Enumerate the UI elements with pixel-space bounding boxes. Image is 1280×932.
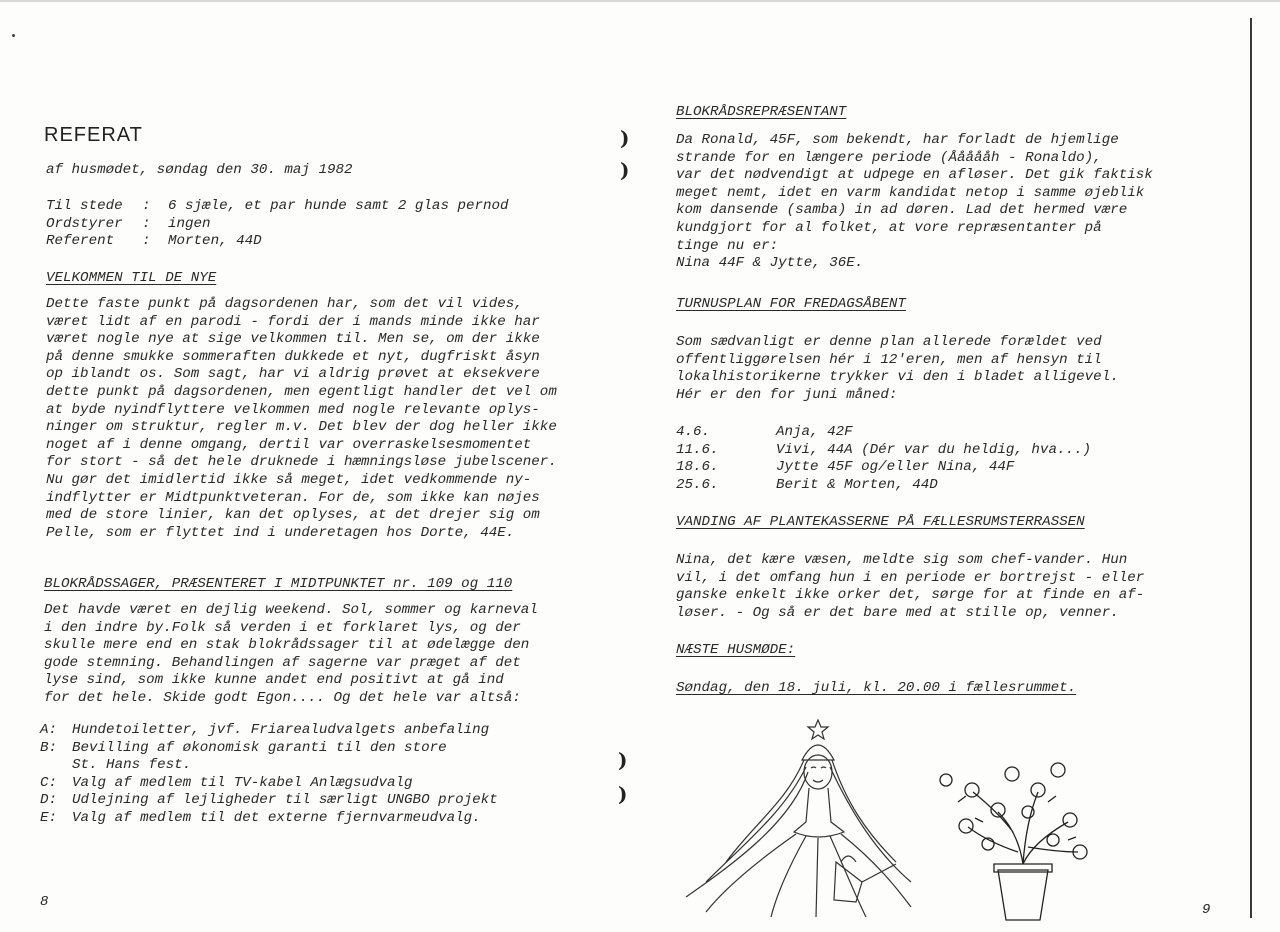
list-item <box>40 810 498 828</box>
text-line: offentliggørelsen hér i 12'eren, men af hensyn til <box>676 351 1102 368</box>
schedule-name: Jytte 45F og/eller Nina, 44F <box>776 459 1015 476</box>
schedule-name: Berit & Morten, 44D <box>776 476 938 493</box>
item-letter <box>40 757 72 775</box>
text-line: kom dansende (samba) in ad døren. Lad det hermed være <box>676 202 1128 219</box>
text-line: skulle mere end en stak blokrådssager til at ødelægge den <box>44 637 530 654</box>
velkommen-heading: VELKOMMEN TIL DE NYE <box>46 270 217 286</box>
schedule-row <box>676 459 1091 477</box>
list-item <box>40 775 498 793</box>
schedule-date: 4.6. <box>676 424 711 440</box>
attendance-colon: : <box>142 198 151 214</box>
schedule-table <box>676 424 1091 494</box>
schedule-date: 18.6. <box>676 459 719 476</box>
schedule-row <box>676 477 1091 495</box>
attendance-colon: : <box>142 233 151 250</box>
attendance-label: Til stede <box>46 198 123 214</box>
text-line: Nina, det kære væsen, meldte sig som chef-vander. Hun <box>676 552 1128 568</box>
vanding-body <box>676 552 1144 622</box>
attendance-row <box>46 216 509 234</box>
turnusplan-body <box>676 334 1119 404</box>
schedule-name: Anja, 42F <box>776 424 853 440</box>
text-line: løser. - Og så er det bare med at stille op, venner. <box>676 604 1119 621</box>
right-page <box>640 0 1280 932</box>
text-line: for det hele. Skide godt Egon.... Og det hele var altså: <box>44 689 521 706</box>
repraesentant-body <box>676 132 1153 273</box>
attendance-label: Referent <box>46 233 115 250</box>
list-item <box>40 757 498 775</box>
page-number-right: 9 <box>1202 902 1211 918</box>
blokraadssager-heading: BLOKRÅDSSAGER, PRÆSENTERET I MIDTPUNKTET nr. 109 og 110 <box>44 576 513 592</box>
text-line: var det nødvendigt at udpege en afløser. Det gik faktisk <box>676 167 1153 184</box>
text-line: op iblandt os. Som sagt, har vi aldrig prøvet at eksekvere <box>46 366 540 383</box>
text-line: Dette faste punkt på dagsordenen har, som det vil vides, <box>46 296 523 312</box>
text-line: Pelle, som er flyttet ind i underetagen hos Dorte, 44E. <box>46 524 515 541</box>
item-text: Valg af medlem til det externe fjernvarmeudvalg. <box>72 809 481 826</box>
blokraadssager-body <box>44 602 538 708</box>
binding-mark-icon: ) <box>620 126 630 150</box>
list-item <box>40 722 498 740</box>
schedule-name: Vivi, 44A (Dér var du heldig, hva...) <box>776 441 1092 458</box>
velkommen-body <box>46 296 557 542</box>
attendance-value: 6 sjæle, et par hunde samt 2 glas pernod <box>168 198 509 214</box>
text-line: strande for en længere periode (Åååååh - Ronaldo), <box>676 149 1102 166</box>
binding-mark-icon: ) <box>618 748 628 772</box>
text-line: ninger om struktur, regler m.v. Det blev der dog heller ikke <box>46 419 557 436</box>
text-line: for stort - så det hele druknede i hæmningsløse jubelscener. <box>46 454 557 471</box>
text-line: ganske enkelt ikke orker det, sørge for at finde en af- <box>676 587 1145 604</box>
text-line: tinge nu er: <box>676 237 779 254</box>
text-line: meget nemt, idet en varm kandidat netop i samme øjeblik <box>676 184 1145 201</box>
schedule-date: 11.6. <box>676 441 719 458</box>
item-letter: E: <box>40 809 58 826</box>
attendance-value: Morten, 44D <box>168 233 262 250</box>
text-line: Hér er den for juni måned: <box>676 386 898 403</box>
text-line: lokalhistorikerne trykker vi den i bladet alligevel. <box>676 369 1119 386</box>
item-letter: B: <box>40 739 58 756</box>
subtitle: af husmødet, søndag den 30. maj 1982 <box>46 162 353 178</box>
item-letter: A: <box>40 722 58 738</box>
text-line: i den indre by.Folk så verden i et forklaret lys, og der <box>44 619 521 636</box>
attendance-row <box>46 198 509 216</box>
text-line: Da Ronald, 45F, som bekendt, har forladt de hjemlige <box>676 132 1119 148</box>
attendance-row <box>46 233 509 251</box>
turnusplan-heading: TURNUSPLAN FOR FREDAGSÅBENT <box>676 296 906 312</box>
text-line: kundgjort for al folket, at vore repræsentanter på <box>676 219 1102 236</box>
text-line: lyse sind, som ikke kunne andet end positivt at gå ind <box>44 672 504 689</box>
text-line: noget af i denne omgang, dertil var overraskelsesmomentet <box>46 436 532 453</box>
naeste-heading: NÆSTE HUSMØDE: <box>676 642 796 658</box>
naeste-date: Søndag, den 18. juli, kl. 20.00 i fællesrummet. <box>676 680 1077 696</box>
potted-flower-icon <box>928 752 1108 922</box>
text-line: Det havde været en dejlig weekend. Sol, sommer og karneval <box>44 602 538 618</box>
girl-with-watering-can-icon <box>666 712 926 922</box>
text-line: på denne smukke sommeraften dukkede et nyt, dugfriskt åsyn <box>46 348 540 365</box>
binding-mark-icon: ) <box>618 782 628 806</box>
attendance-value: ingen <box>168 215 211 232</box>
list-item <box>40 792 498 810</box>
item-letter: C: <box>40 774 58 791</box>
agenda-list <box>40 722 498 828</box>
item-letter: D: <box>40 792 58 809</box>
item-text: Udlejning af lejligheder til særligt UNGBO projekt <box>72 792 498 809</box>
list-item <box>40 740 498 758</box>
schedule-row <box>676 424 1091 442</box>
item-text: Hundetoiletter, jvf. Friarealudvalgets anbefaling <box>72 722 490 738</box>
left-page <box>0 0 620 932</box>
schedule-date: 25.6. <box>676 476 719 493</box>
repraesentant-heading: BLOKRÅDSREPRÆSENTANT <box>676 104 847 120</box>
text-line: været lidt af en parodi - fordi der i mands minde ikke har <box>46 313 540 330</box>
binding-mark-icon: ) <box>620 158 630 182</box>
attendance-label: Ordstyrer <box>46 215 123 232</box>
text-line: dette punkt på dagsordenen, men egentligt handler det vel om <box>46 383 557 400</box>
text-line: indflytter er Midtpunktveteran. For de, som ikke kan nøjes <box>46 489 540 506</box>
attendance-block <box>46 198 509 251</box>
attendance-colon: : <box>142 215 151 232</box>
text-line: Nu gør det imidlertid ikke så meget, idet vedkommende ny- <box>46 471 532 488</box>
text-line: med de store linier, kan det oplyses, at det drejer sig om <box>46 507 540 524</box>
item-text: St. Hans fest. <box>72 757 192 774</box>
vanding-heading: VANDING AF PLANTEKASSERNE PÅ FÆLLESRUMSTERRASSEN <box>676 514 1085 530</box>
text-line: gode stemning. Behandlingen af sagerne var præget af det <box>44 654 521 671</box>
page-title: REFERAT <box>44 124 143 146</box>
schedule-row <box>676 442 1091 460</box>
text-line: vil, i det omfang hun i en periode er bortrejst - eller <box>676 569 1145 586</box>
text-line: Nina 44F & Jytte, 36E. <box>676 255 864 272</box>
text-line: Som sædvanligt er denne plan allerede forældet ved <box>676 334 1102 350</box>
item-text: Valg af medlem til TV-kabel Anlægsudvalg <box>72 774 413 791</box>
page-number-left: 8 <box>40 894 49 910</box>
text-line: at byde nyindflyttere velkommen med nogle relevante oplys- <box>46 401 540 418</box>
text-line: været nogle nye at sige velkommen til. Men se, om der ikke <box>46 331 540 348</box>
item-text: Bevilling af økonomisk garanti til den store <box>72 739 447 756</box>
